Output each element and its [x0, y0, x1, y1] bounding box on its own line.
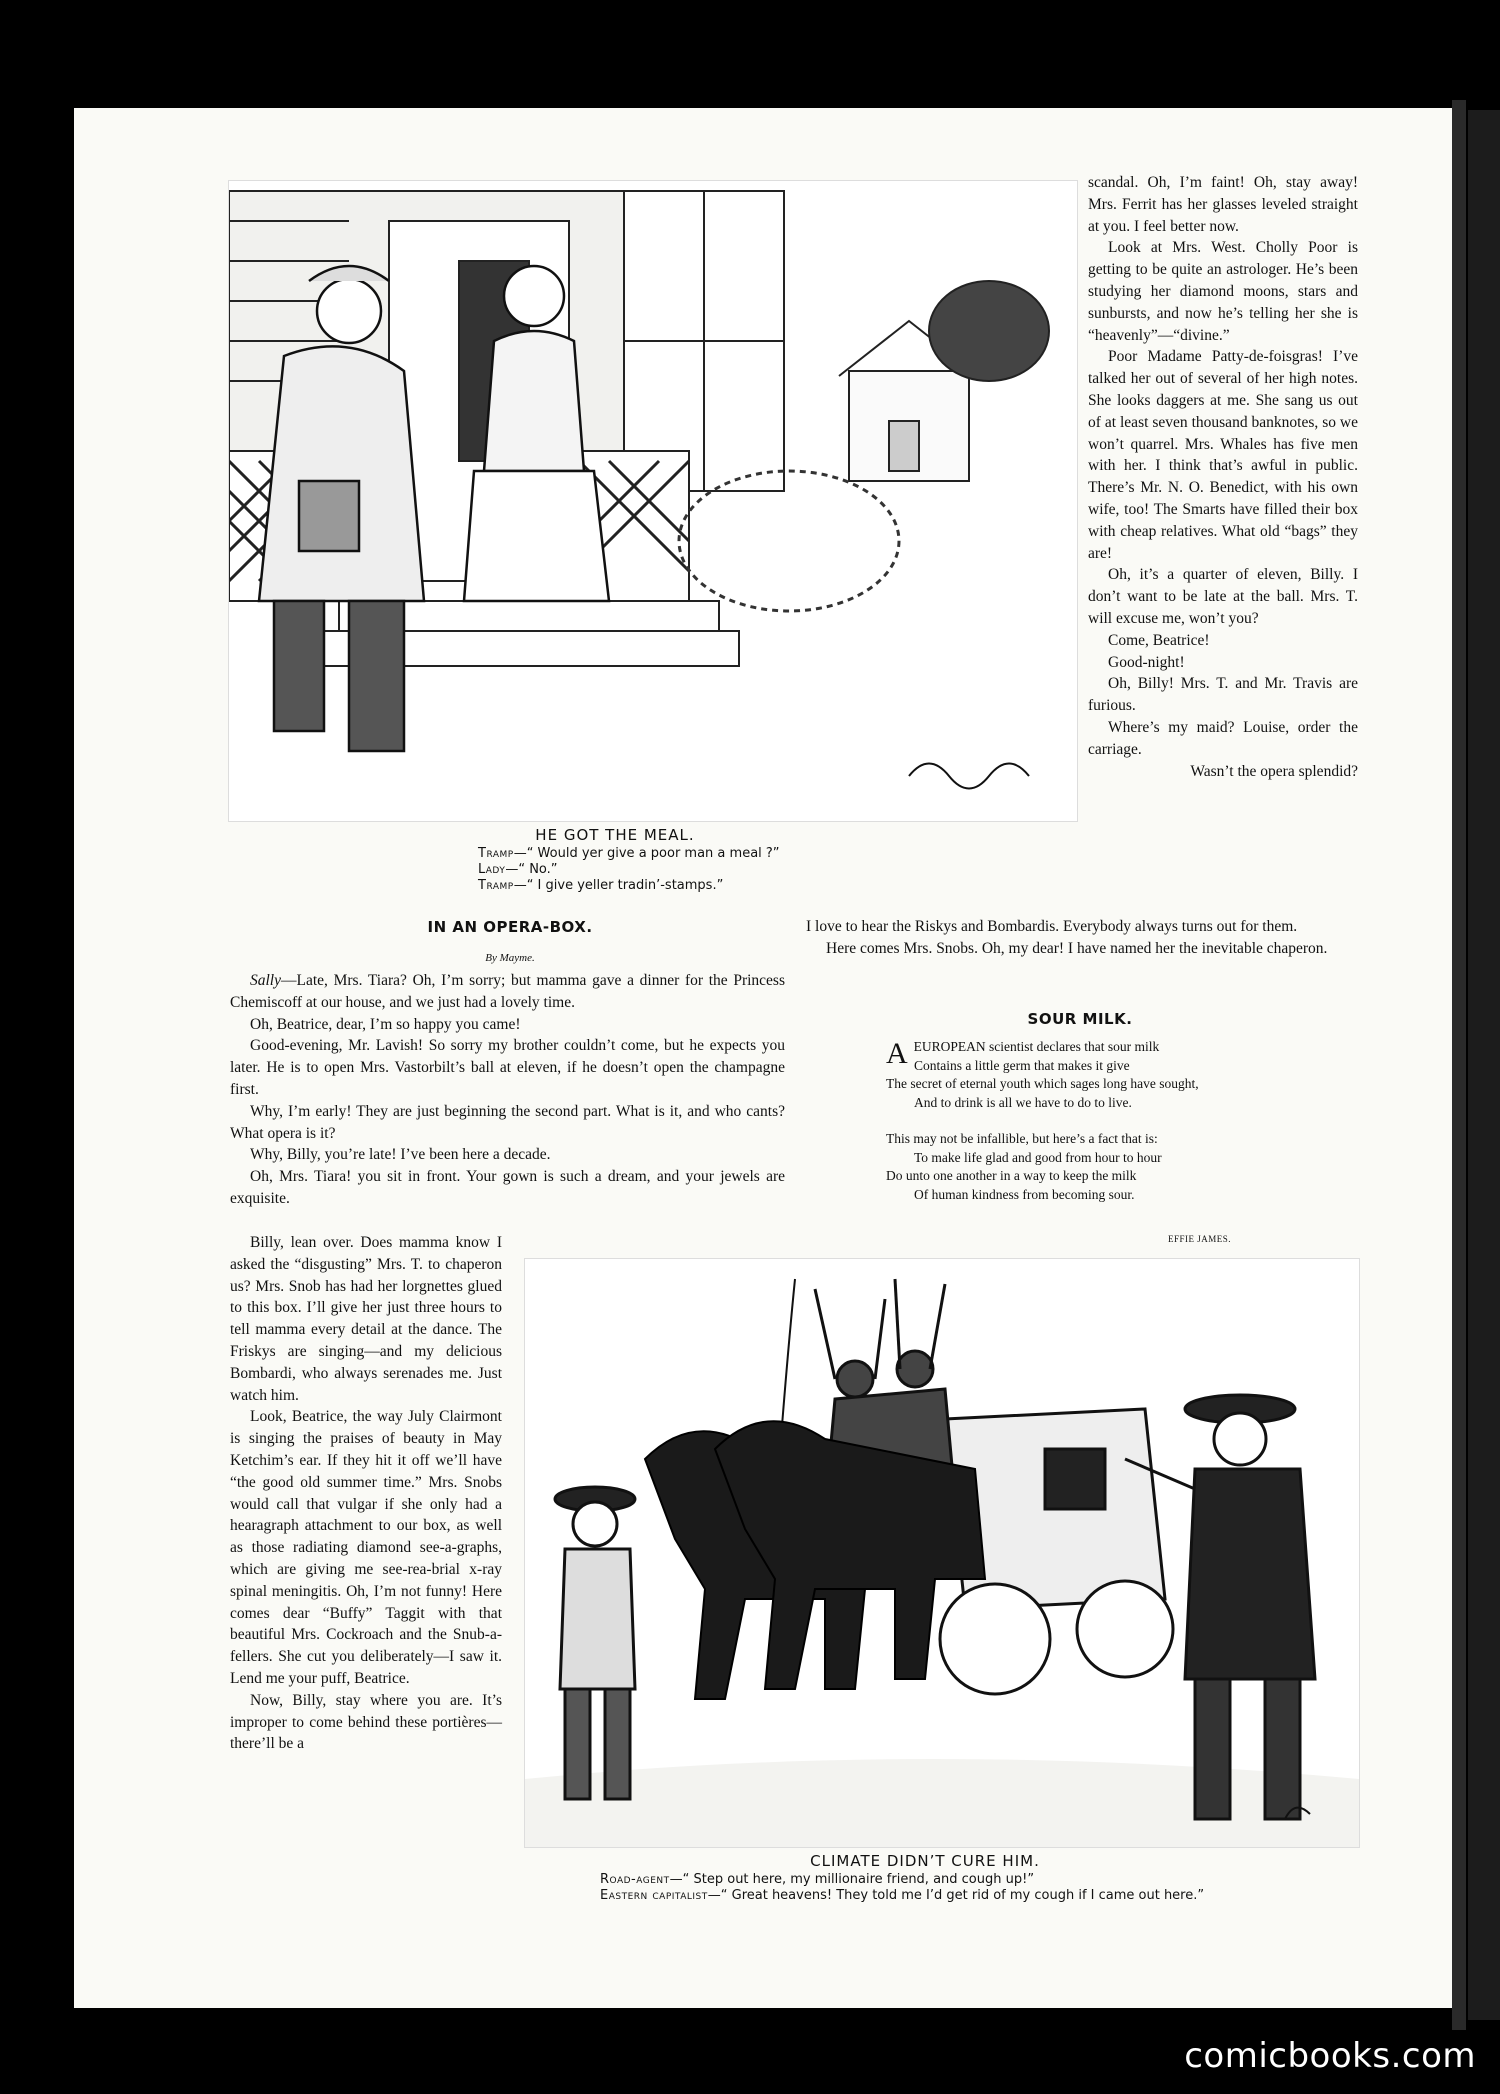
poem-line: To make life glad and good from hour to hour — [914, 1149, 1162, 1165]
dialogue-text: —“ No.” — [505, 862, 558, 877]
paragraph: scandal. Oh, I’m faint! Oh, stay away! Mrs. Ferrit has her glasses leveled straight at you. I feel better now. — [1088, 174, 1358, 235]
site-watermark: comicbooks.com — [1184, 2036, 1476, 2076]
page-edge-shadow — [1468, 110, 1500, 2020]
speaker-label: Lady — [478, 862, 506, 877]
cartoon1-line — [478, 862, 898, 878]
poem-line: Of human kindness from becoming sour. — [914, 1186, 1135, 1202]
paragraph-text: —Late, Mrs. Tiara? Oh, I’m sorry; but mamma gave a dinner for the Princess Chemiscoff at our house, and we just had a lovely time. — [230, 972, 785, 1011]
paragraph: Look at Mrs. West. Cholly Poor is getting to be quite an astrologer. He’s been studying her diamond moons, stars and sunbursts, and now he’s telling her she is “heavenly”—“divine.” — [1088, 239, 1358, 344]
speaker-label: Tramp — [478, 846, 514, 861]
poem-title: SOUR MILK. — [1027, 1010, 1133, 1028]
paragraph: Where’s my maid? Louise, order the carriage. — [1088, 718, 1358, 758]
article-column-narrow — [230, 1232, 502, 1755]
paragraph — [230, 970, 785, 1014]
poem-line: The secret of eternal youth which sages long have sought, — [886, 1076, 1199, 1091]
cartoon2-dialogue — [600, 1872, 1360, 1904]
cartoon1-line — [478, 878, 898, 894]
speaker-label: Road-agent — [600, 1872, 670, 1887]
article-title: IN AN OPERA-BOX. — [427, 918, 593, 936]
dialogue-text: —“ Great heavens! They told me I’d get rid of my cough if I came out here.” — [707, 1888, 1205, 1903]
drop-cap: A — [886, 1037, 908, 1070]
cartoon1-title: HE GOT THE MEAL. — [535, 826, 695, 844]
paragraph: Billy, lean over. Does mamma know I asked the “disgusting” Mrs. T. to chaperon us? Mrs. Snob has had her lorgnettes glued to this box. I’ll give her just three hours to tell mamma every detail at the dance. The Friskys are singing—and my delicious Bombardi, who always serenades me. Just watch him. — [230, 1234, 502, 1404]
page-edge — [1452, 100, 1466, 2030]
paragraph: Here comes Mrs. Snobs. Oh, my dear! I have named her the inevitable chaperon. — [826, 939, 1328, 957]
stagecoach-drawing — [525, 1259, 1359, 1847]
article-column-right-wide — [806, 916, 1358, 960]
cartoon2-line — [600, 1872, 1360, 1888]
speaker-label: Tramp — [478, 878, 514, 893]
dialogue-text: —“ Step out here, my millionaire friend, and cough up!” — [669, 1872, 1035, 1887]
poem-body — [886, 1038, 1306, 1204]
article-column-wide — [230, 970, 785, 1210]
paragraph: Look, Beatrice, the way July Clairmont is singing the praises of beauty in May Ketchim’s ear. If they hit it off we’ll have “the good old summer time.” Mrs. Snobs would call that vulgar if she only had a hearagraph attachment to our box, as well as those radiating diamond see-a-graphs, which are giving me see-rea-brial x-ray spinal meningitis. Oh, I’m not funny! Here comes dear “Buffy” Taggit with that beautiful Mrs. Cockroach and the Snub-a-fellers. She cut you deliberately—I saw it. Lend me your puff, Beatrice. — [230, 1408, 502, 1687]
article-column-right — [1088, 172, 1358, 782]
paragraph: Poor Madame Patty-de-foisgras! I’ve talked her out of several of her high notes. She looks daggers at me. She sang us out of at least seven thousand banknotes, so we won’t quarrel. Mrs. Whales has five men with her. I think that’s awful in public. There’s Mr. N. O. Benedict, with his own wife, too! The Smarts have filled their box with cheap relatives. What old “bags” they are! — [1088, 348, 1358, 562]
speaker-name: Sally — [250, 972, 281, 989]
dialogue-text: —“ Would yer give a poor man a meal ?” — [513, 846, 780, 861]
illustration-stagecoach-holdup — [524, 1258, 1360, 1848]
paragraph: I love to hear the Riskys and Bombardis. Everybody always turns out for them. — [806, 918, 1298, 935]
paragraph: Now, Billy, stay where you are. It’s improper to come behind these portières—there’ll be a — [230, 1691, 502, 1753]
paragraph: Why, I’m early! They are just beginning the second part. What is it, and who cants? What opera is it? — [230, 1102, 785, 1142]
paragraph: Oh, Billy! Mrs. T. and Mr. Travis are furious. — [1088, 675, 1358, 715]
poem-line: And to drink is all we have to do to live. — [914, 1094, 1132, 1110]
dialogue-text: —“ I give yeller tradin’-stamps.” — [513, 878, 724, 893]
paragraph: Good-night! — [1108, 653, 1185, 671]
poem-line: Do unto one another in a way to keep the milk — [886, 1168, 1137, 1183]
paragraph: Good-evening, Mr. Lavish! So sorry my brother couldn’t come, but he expects you later. He is to open Mrs. Vastorbilt’s ball at eleven, if he doesn’t open the champagne first. — [230, 1037, 785, 1098]
paragraph: Why, Billy, you’re late! I’ve been here a decade. — [250, 1146, 551, 1164]
paragraph: Oh, Beatrice, dear, I’m so happy you came! — [250, 1015, 521, 1033]
paragraph: Wasn’t the opera splendid? — [1190, 762, 1358, 780]
poem-line: Contains a little germ that makes it give — [914, 1057, 1130, 1073]
poem-line: This may not be infallible, but here’s a fact that is: — [886, 1131, 1158, 1146]
paragraph: Oh, Mrs. Tiara! you sit in front. Your gown is such a dream, and your jewels are exquisite. — [230, 1168, 785, 1207]
cartoon2-line — [600, 1888, 1360, 1904]
cartoon2-title: CLIMATE DIDN’T CURE HIM. — [810, 1852, 1040, 1870]
illustration-tramp-lady — [228, 180, 1078, 822]
poem-line-text: EUROPEAN scientist declares that sour milk — [913, 1039, 1160, 1054]
cartoon1-line — [478, 846, 898, 862]
article-byline: By Mayme. — [485, 952, 535, 964]
paragraph: Oh, it’s a quarter of eleven, Billy. I don’t want to be late at the ball. Mrs. T. will excuse me, won’t you? — [1088, 566, 1358, 627]
poem-author: EFFIE JAMES. — [1168, 1234, 1232, 1244]
tramp-lady-drawing — [229, 181, 1077, 821]
speaker-label: Eastern capitalist — [600, 1888, 708, 1903]
paragraph: Come, Beatrice! — [1108, 631, 1210, 649]
cartoon1-dialogue — [478, 846, 898, 894]
